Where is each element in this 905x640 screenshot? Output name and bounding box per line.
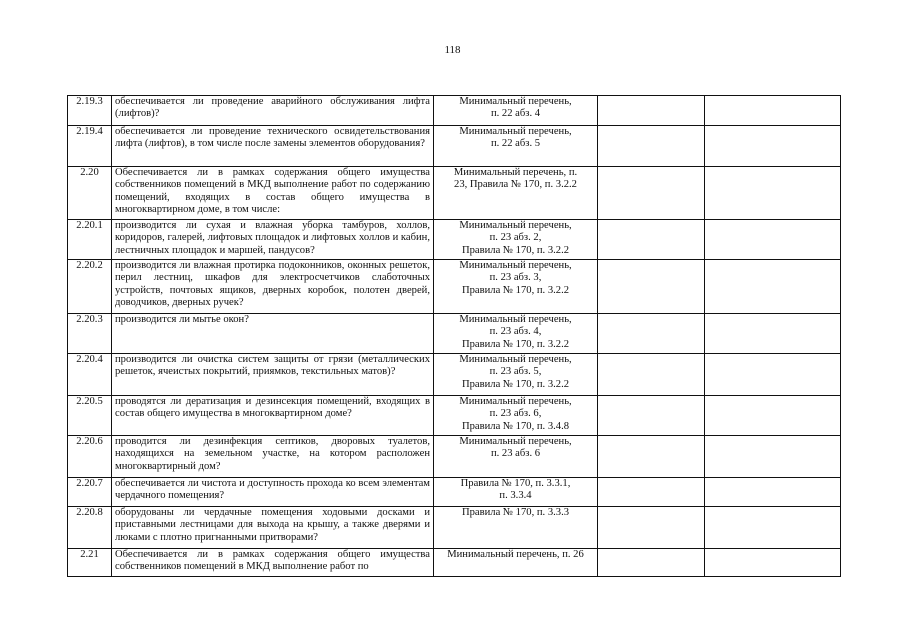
answer-cell: [598, 478, 705, 507]
item-number: 2.20.4: [68, 354, 112, 396]
question-text: проводится ли дезинфекция септиков, дворовых туалетов, находящихся на земельном участке, на котором расположен многоквартирный дом?: [112, 436, 434, 478]
legal-reference: Минимальный перечень, п. 22 абз. 4: [434, 96, 598, 126]
table-row: [68, 549, 841, 577]
item-number: 2.19.3: [68, 96, 112, 126]
note-cell: [705, 126, 841, 167]
item-number: 2.20.3: [68, 314, 112, 354]
item-number: 2.21: [68, 549, 112, 577]
legal-reference: Минимальный перечень, п. 23 абз. 3, Правила № 170, п. 3.2.2: [434, 260, 598, 314]
legal-reference: Минимальный перечень, п. 23 абз. 5, Правила № 170, п. 3.2.2: [434, 354, 598, 396]
answer-cell: [598, 126, 705, 167]
legal-reference: Минимальный перечень, п. 22 абз. 5: [434, 126, 598, 167]
question-text: Обеспечивается ли в рамках содержания общего имущества собственников помещений в МКД выполнение работ по содержанию помещений, входящих в состав общего имущества в многоквартирном доме, в том числе:: [112, 167, 434, 220]
question-text: производится ли влажная протирка подоконников, оконных решеток, перил лестниц, шкафов для электросчетчиков слаботочных устройств, почтовых ящиков, дверных коробок, полотен дверей, доводчиков, дверных ручек?: [112, 260, 434, 314]
item-number: 2.20.1: [68, 220, 112, 260]
table-row: [68, 478, 841, 507]
answer-cell: [598, 314, 705, 354]
note-cell: [705, 436, 841, 478]
legal-reference: Минимальный перечень, п. 23 абз. 6, Правила № 170, п. 3.4.8: [434, 396, 598, 436]
answer-cell: [598, 396, 705, 436]
question-text: обеспечивается ли проведение аварийного обслуживания лифта (лифтов)?: [112, 96, 434, 126]
legal-reference: Минимальный перечень, п. 23 абз. 4, Правила № 170, п. 3.2.2: [434, 314, 598, 354]
checklist-table: [67, 95, 841, 577]
answer-cell: [598, 507, 705, 549]
table-row: [68, 507, 841, 549]
question-text: оборудованы ли чердачные помещения ходовыми досками и приставными лестницами для выхода на крышу, а также дверями и люками с плотно пригнанными притворами?: [112, 507, 434, 549]
table-row: [68, 354, 841, 396]
question-text: производится ли сухая и влажная уборка тамбуров, холлов, коридоров, галерей, лифтовых площадок и лифтовых холлов и кабин, лестничных площадок и маршей, пандусов?: [112, 220, 434, 260]
note-cell: [705, 478, 841, 507]
question-text: обеспечивается ли чистота и доступность прохода ко всем элементам чердачного помещения?: [112, 478, 434, 507]
note-cell: [705, 167, 841, 220]
legal-reference: Минимальный перечень, п. 23 абз. 2, Правила № 170, п. 3.2.2: [434, 220, 598, 260]
table-row: [68, 314, 841, 354]
answer-cell: [598, 354, 705, 396]
answer-cell: [598, 260, 705, 314]
item-number: 2.20.8: [68, 507, 112, 549]
answer-cell: [598, 167, 705, 220]
question-text: проводятся ли дератизация и дезинсекция помещений, входящих в состав общего имущества в многоквартирном доме?: [112, 396, 434, 436]
table-row: [68, 396, 841, 436]
legal-reference: Правила № 170, п. 3.3.1, п. 3.3.4: [434, 478, 598, 507]
item-number: 2.20.5: [68, 396, 112, 436]
table-row: [68, 167, 841, 220]
table-row: [68, 126, 841, 167]
note-cell: [705, 549, 841, 577]
answer-cell: [598, 549, 705, 577]
legal-reference: Минимальный перечень, п. 26: [434, 549, 598, 577]
note-cell: [705, 314, 841, 354]
legal-reference: Минимальный перечень, п. 23 абз. 6: [434, 436, 598, 478]
page-number: 118: [444, 44, 461, 56]
item-number: 2.20.2: [68, 260, 112, 314]
question-text: обеспечивается ли проведение технического освидетельствования лифта (лифтов), в том числе после замены элементов оборудования?: [112, 126, 434, 167]
answer-cell: [598, 220, 705, 260]
answer-cell: [598, 436, 705, 478]
note-cell: [705, 220, 841, 260]
table-row: [68, 220, 841, 260]
item-number: 2.20.6: [68, 436, 112, 478]
note-cell: [705, 96, 841, 126]
item-number: 2.19.4: [68, 126, 112, 167]
note-cell: [705, 396, 841, 436]
question-text: производится ли мытье окон?: [112, 314, 434, 354]
item-number: 2.20.7: [68, 478, 112, 507]
item-number: 2.20: [68, 167, 112, 220]
question-text: Обеспечивается ли в рамках содержания общего имущества собственников помещений в МКД выполнение работ по: [112, 549, 434, 577]
answer-cell: [598, 96, 705, 126]
note-cell: [705, 507, 841, 549]
question-text: производится ли очистка систем защиты от грязи (металлических решеток, ячеистых покрытий, приямков, текстильных матов)?: [112, 354, 434, 396]
legal-reference: Правила № 170, п. 3.3.3: [434, 507, 598, 549]
note-cell: [705, 260, 841, 314]
table-row: [68, 436, 841, 478]
table-row: [68, 260, 841, 314]
table-row: [68, 96, 841, 126]
legal-reference: Минимальный перечень, п. 23, Правила № 170, п. 3.2.2: [434, 167, 598, 220]
note-cell: [705, 354, 841, 396]
